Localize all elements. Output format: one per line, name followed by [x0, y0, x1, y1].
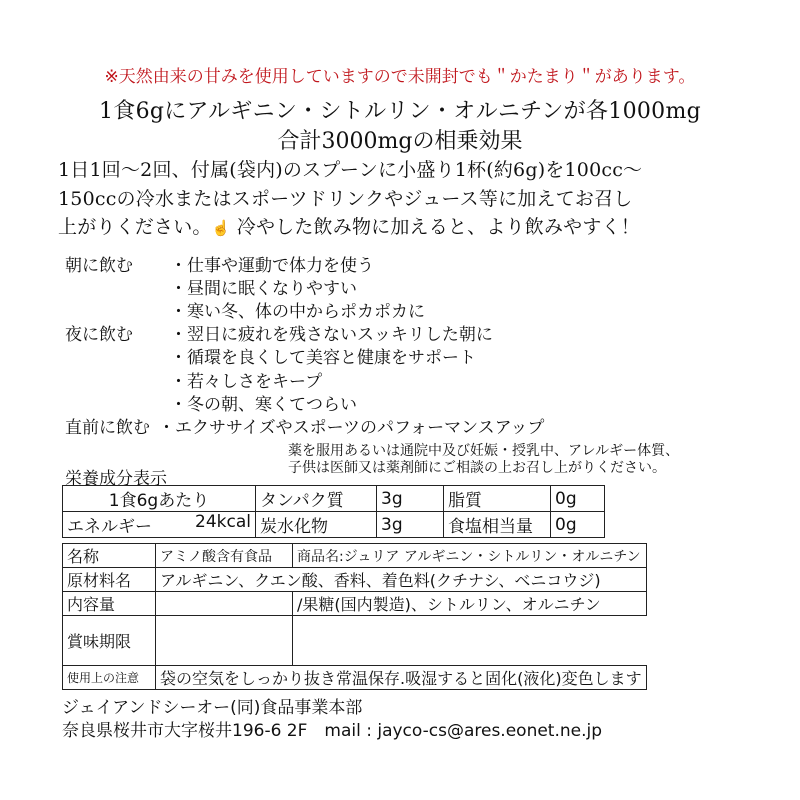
night-item: ・冬の朝、寒くてつらい: [170, 395, 357, 415]
unopened-clumping-warning: ※天然由来の甘みを使用していますので未開封でも＂かたまり＂があります。: [104, 67, 696, 87]
per-serving-label: 1食6gあたり: [63, 486, 256, 512]
product-name: 商品名:ジュリア アルギニン・シトルリン・オルニチン: [293, 544, 647, 568]
ingredients-label: 原材料名: [63, 568, 156, 592]
night-item: ・循環を良くして美容と健康をサポート: [170, 348, 476, 368]
energy-cell: [63, 512, 256, 538]
salt-value: 0g: [551, 512, 605, 538]
energy-label: エネルギー: [67, 517, 152, 537]
table-row: [63, 512, 605, 538]
carb-value: 3g: [377, 512, 444, 538]
table-row: [63, 592, 647, 616]
medical-caution-line-1: 薬を服用あるいは通院中及び妊娠・授乳中、アレルギー体質、: [288, 443, 680, 459]
content-label: 内容量: [63, 592, 156, 616]
medical-caution-line-2: 子供は医師又は薬剤師にご相談の上お召し上がりください。: [288, 460, 666, 476]
content-value: [156, 592, 293, 616]
protein-value: 3g: [377, 486, 444, 512]
morning-item: ・寒い冬、体の中からポカポカに: [170, 302, 425, 322]
expiry-value: [156, 616, 293, 666]
protein-label: タンパク質: [256, 486, 377, 512]
table-row: [63, 616, 647, 666]
morning-label: 朝に飲む: [65, 256, 133, 276]
morning-item: ・仕事や運動で体力を使う: [170, 256, 374, 276]
morning-item: ・昼間に眠くなりやすい: [170, 279, 357, 299]
name-value: アミノ酸含有食品: [156, 544, 293, 568]
usage-line-3b: 冷やした飲み物に加えると、より飲みやすく！: [236, 216, 640, 238]
name-label: 名称: [63, 544, 156, 568]
company-address: 奈良県桜井市大字桜井196-6 2F mail : jayco-cs@ares.eonet.ne.jp: [62, 721, 603, 741]
product-info-table: [62, 543, 647, 690]
night-item: ・若々しさをキープ: [170, 372, 323, 392]
table-row: [63, 486, 605, 512]
table-row: [63, 568, 647, 592]
fat-label: 脂質: [444, 486, 551, 512]
ingredients-line-1: アルギニン、クエン酸、香料、着色料(クチナシ、ベニコウジ): [156, 568, 647, 592]
usage-line-3: [58, 212, 640, 239]
table-row: [63, 666, 647, 690]
before-exercise-item: ・エクササイズやスポーツのパフォーマンスアップ: [158, 418, 545, 438]
notice-label: 使用上の注意: [63, 666, 156, 690]
carb-label: 炭水化物: [256, 512, 377, 538]
night-label: 夜に飲む: [65, 325, 133, 345]
headline-synergy: 合計3000mgの相乗効果: [277, 129, 523, 154]
nutrition-table: [62, 485, 605, 538]
usage-line-3a: 上がりください。: [58, 216, 212, 238]
fat-value: 0g: [551, 486, 605, 512]
notice-value: 袋の空気をしっかり抜き常温保存.吸湿すると固化(液化)変色します: [156, 666, 647, 690]
nutrition-title: 栄養成分表示: [65, 469, 167, 489]
expiry-label: 賞味期限: [63, 616, 156, 666]
usage-line-1: 1日1回〜2回、付属(袋内)のスプーンに小盛り1杯(約6g)を100cc〜: [58, 159, 643, 181]
headline-amino-content: 1食6gにアルギニン・シトルリン・オルニチンが各1000mg: [98, 99, 702, 124]
before-exercise-label: 直前に飲む: [65, 418, 150, 438]
usage-line-2: 150ccの冷水またはスポーツドリンクやジュース等に加えてお召し: [58, 188, 633, 210]
pointing-hand-icon: ☝: [211, 219, 231, 237]
ingredients-line-2: /果糖(国内製造)、シトルリン、オルニチン: [293, 592, 647, 616]
salt-label: 食塩相当量: [444, 512, 551, 538]
night-item: ・翌日に疲れを残さないスッキリした朝に: [170, 325, 493, 345]
company-name: ジェイアンドシーオー(同)食品事業本部: [62, 698, 363, 718]
energy-value: 24kcal: [195, 512, 251, 532]
table-row: [63, 544, 647, 568]
